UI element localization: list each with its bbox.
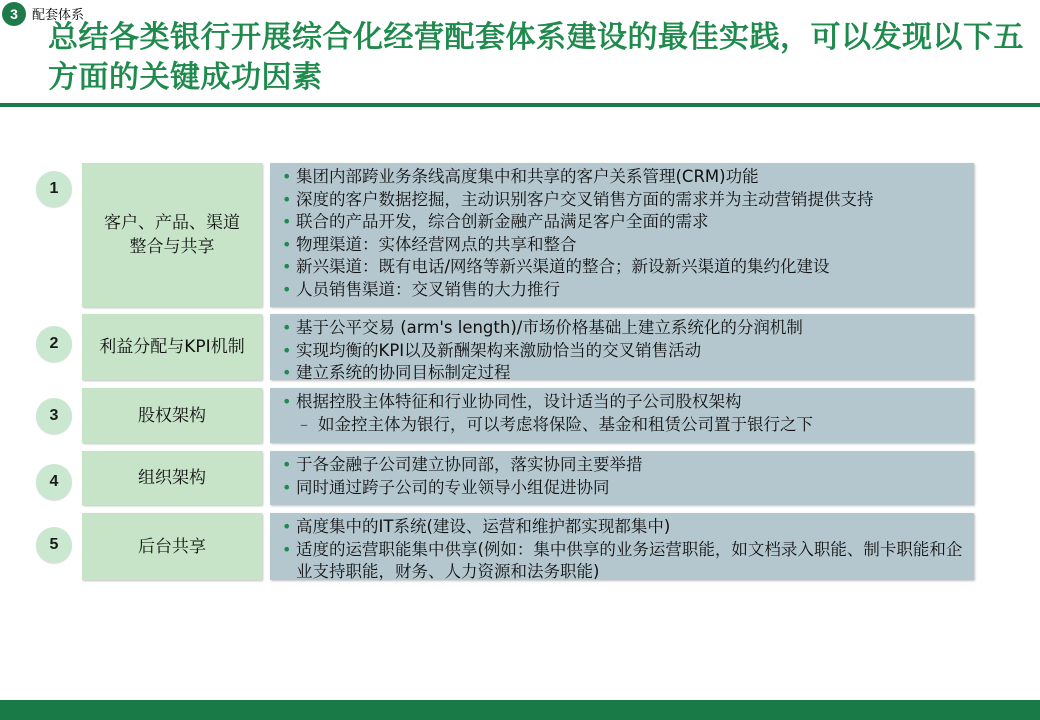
factor-category	[82, 314, 262, 380]
factor-category-label: 客户、产品、渠道 整合与共享	[104, 213, 240, 257]
factor-number-badge: 3	[36, 398, 72, 434]
factor-details	[270, 451, 974, 505]
factor-details	[270, 513, 974, 580]
detail-item: • 集团内部跨业务条线高度集中和共享的客户关系管理(CRM)功能	[280, 166, 966, 189]
factor-category	[82, 163, 262, 307]
factor-category-label: 利益分配与KPI机制	[99, 337, 245, 357]
factor-number-badge: 2	[36, 326, 72, 362]
detail-item: • 于各金融子公司建立协同部，落实协同主要举措	[280, 454, 966, 477]
detail-item: • 高度集中的IT系统(建设、运营和维护都实现都集中)	[280, 516, 966, 539]
factor-row-1	[36, 163, 976, 307]
footer-bar	[0, 700, 1040, 720]
factor-category-label: 组织架构	[138, 468, 206, 488]
detail-item: • 人员销售渠道：交叉销售的大力推行	[280, 279, 966, 302]
factor-row-5	[36, 513, 976, 580]
detail-item: • 深度的客户数据挖掘，主动识别客户交叉销售方面的需求并为主动营销提供支持	[280, 189, 966, 212]
title-divider	[0, 103, 1040, 107]
detail-item: • 基于公平交易 (arm's length)/市场价格基础上建立系统化的分润机制	[280, 317, 966, 340]
factor-number-badge: 5	[36, 527, 72, 563]
factor-number-badge: 4	[36, 464, 72, 500]
factor-category-label: 股权架构	[138, 405, 206, 426]
detail-item: • 物理渠道：实体经营网点的共享和整合	[280, 234, 966, 257]
detail-item: • 同时通过跨子公司的专业领导小组促进协同	[280, 477, 966, 500]
factor-details	[270, 314, 974, 380]
section-number-badge: 3	[2, 2, 26, 26]
factor-category-label: 后台共享	[138, 536, 206, 557]
factor-row-4	[36, 451, 976, 505]
factor-category	[82, 388, 262, 443]
factor-details	[270, 388, 974, 443]
section-label: 配套体系	[32, 8, 85, 23]
factor-details	[270, 163, 974, 307]
detail-item: • 建立系统的协同目标制定过程	[280, 362, 966, 385]
detail-item: • 实现均衡的KPI以及新酬架构来激励恰当的交叉销售活动	[280, 340, 966, 363]
page-title: 总结各类银行开展综合化经营配套体系建设的最佳实践，可以发现以下五方面的关键成功因素	[48, 20, 1024, 95]
factor-row-3	[36, 388, 976, 443]
detail-item: • 根据控股主体特征和行业协同性，设计适当的子公司股权架构	[280, 391, 966, 414]
factor-category	[82, 451, 262, 505]
factor-number-badge: 1	[36, 171, 72, 207]
factor-row-2	[36, 314, 976, 380]
detail-sub-item: – 如金控主体为银行，可以考虑将保险、基金和租赁公司置于银行之下	[280, 414, 966, 437]
detail-item: • 适度的运营职能集中供享(例如：集中供享的业务运营职能，如文档录入职能、制卡职能和企业支持职能，财务、人力资源和法务职能)	[280, 539, 966, 584]
factor-category	[82, 513, 262, 580]
detail-item: • 联合的产品开发，综合创新金融产品满足客户全面的需求	[280, 211, 966, 234]
detail-item: • 新兴渠道：既有电话/网络等新兴渠道的整合；新设新兴渠道的集约化建设	[280, 256, 966, 279]
